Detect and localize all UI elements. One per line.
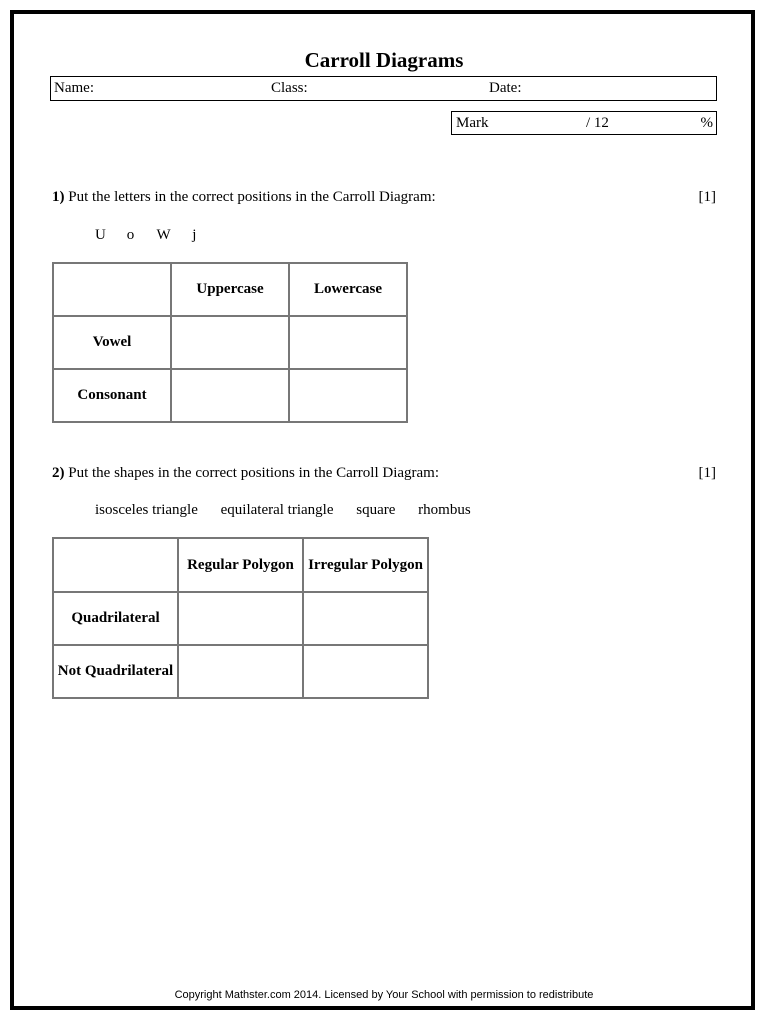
answer-cell[interactable]	[289, 316, 407, 369]
corner-cell	[53, 263, 171, 316]
date-label: Date:	[489, 80, 522, 96]
row-header: Consonant	[53, 369, 171, 422]
row-header: Quadrilateral	[53, 592, 178, 645]
question-1	[52, 189, 436, 206]
mark-label: Mark	[456, 115, 489, 131]
column-header: Lowercase	[289, 263, 407, 316]
list-item: equilateral triangle	[220, 502, 334, 518]
list-item: square	[356, 502, 396, 518]
row-header: Not Quadrilateral	[53, 645, 178, 698]
list-item: isosceles triangle	[95, 502, 198, 518]
corner-cell	[53, 538, 178, 592]
class-label: Class:	[271, 80, 308, 96]
mark-box	[451, 111, 717, 135]
column-header: Uppercase	[171, 263, 289, 316]
page-title: Carroll Diagrams	[304, 48, 464, 72]
question-2	[52, 465, 439, 482]
question-1-marks: [1]	[698, 189, 716, 205]
answer-cell[interactable]	[171, 316, 289, 369]
question-1-number: 1)	[52, 189, 65, 205]
question-2-items	[95, 502, 471, 519]
column-header: Regular Polygon	[178, 538, 303, 592]
answer-cell[interactable]	[178, 645, 303, 698]
answer-cell[interactable]	[171, 369, 289, 422]
answer-cell[interactable]	[289, 369, 407, 422]
list-item: o	[126, 227, 135, 243]
answer-cell[interactable]	[303, 592, 428, 645]
carroll-diagram-1	[52, 262, 408, 423]
row-header: Vowel	[53, 316, 171, 369]
question-1-items	[95, 227, 196, 244]
question-2-number: 2)	[52, 465, 65, 481]
mark-percent: %	[700, 115, 713, 131]
copyright-footer: Copyright Mathster.com 2014. Licensed by Your School with permission to redistribute	[174, 989, 594, 1001]
mark-total: / 12	[586, 115, 609, 131]
column-header: Irregular Polygon	[303, 538, 428, 592]
question-1-text: Put the letters in the correct positions in the Carroll Diagram:	[68, 189, 436, 205]
answer-cell[interactable]	[178, 592, 303, 645]
list-item: U	[95, 227, 106, 243]
student-info-box	[50, 76, 717, 101]
answer-cell[interactable]	[303, 645, 428, 698]
list-item: rhombus	[418, 502, 471, 518]
question-2-marks: [1]	[698, 465, 716, 481]
list-item: j	[192, 227, 197, 243]
list-item: W	[156, 227, 171, 243]
name-label: Name:	[54, 80, 94, 96]
carroll-diagram-2	[52, 537, 429, 699]
question-2-text: Put the shapes in the correct positions in the Carroll Diagram:	[68, 465, 440, 481]
